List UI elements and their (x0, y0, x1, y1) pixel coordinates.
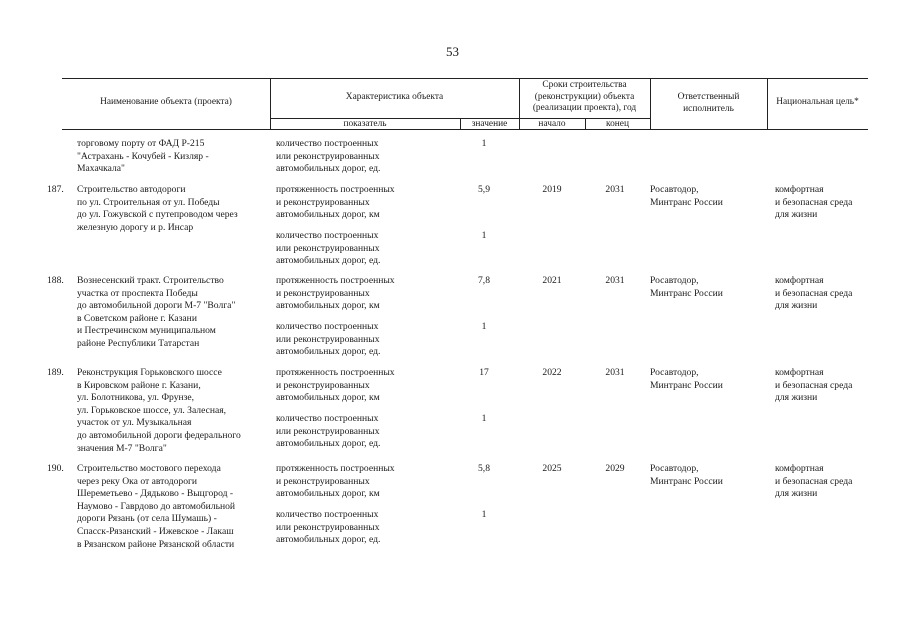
header-characteristic: Характеристика объекта (345, 92, 444, 102)
row-number: 187. (47, 184, 64, 195)
row-indicator-count: количество построенных или реконструированных автомобильных дорог, ед. (276, 509, 381, 546)
row-object-name: Строительство мостового перехода через реку Ока от автодороги Шереметьево - Дядьково - Выцгород - Наумово - Гаврдово до автомобильной дороги Рязань (от села Шумашь) - Спасск-Рязанский - Ижевское - Лакаш в Рязанском районе Рязанской области (77, 463, 236, 550)
table-top-border (62, 78, 868, 79)
header-terms (519, 80, 650, 115)
row-value-count: 1 (481, 413, 487, 424)
row-indicator-count: количество построенных или реконструированных автомобильных дорог, ед. (276, 230, 381, 267)
row-number: 188. (47, 275, 64, 286)
row-national-goal: комфортная и безопасная среда для жизни (775, 184, 853, 221)
row-value-length: 5,8 (478, 463, 490, 474)
row-national-goal: комфортная и безопасная среда для жизни (775, 275, 853, 312)
row-indicator-length: протяженность построенных и реконструированных автомобильных дорог, км (276, 275, 395, 312)
row-indicator-length: протяженность построенных и реконструированных автомобильных дорог, км (276, 184, 395, 221)
continuation-name: торговому порту от ФАД Р-215 "Астрахань - Кочубей - Кизляр - Махачкала" (77, 138, 209, 175)
row-object-name: Строительство автодороги по ул. Строительная от ул. Победы до ул. Гожувской с путепроводом через железную дорогу и р. Инсар (77, 184, 238, 233)
header-executor (650, 92, 767, 115)
row-start-year: 2019 (542, 184, 562, 195)
row-executor: Росавтодор, Минтранс России (650, 275, 723, 299)
row-national-goal: комфортная и безопасная среда для жизни (775, 463, 853, 500)
row-start-year: 2025 (542, 463, 562, 474)
header-terms-line: (реализации проекта), год (532, 103, 637, 113)
row-start-year: 2021 (542, 275, 562, 286)
row-end-year: 2029 (605, 463, 625, 474)
header-name: Наименование объекта (проекта) (100, 97, 232, 107)
page-number: 53 (446, 44, 459, 59)
row-end-year: 2031 (605, 367, 625, 378)
row-end-year: 2031 (605, 275, 625, 286)
row-value-count: 1 (481, 321, 487, 332)
row-end-year: 2031 (605, 184, 625, 195)
header-end: конец (606, 119, 629, 129)
row-indicator-length: протяженность построенных и реконструированных автомобильных дорог, км (276, 463, 395, 500)
header-terms-line: Сроки строительства (542, 80, 627, 90)
row-object-name: Реконструкция Горьковского шоссе в Кировском районе г. Казани, ул. Болотникова, ул. Фрунзе, ул. Горьковское шоссе, ул. Залесная, участок от ул. Музыкальная до автомобильной дороги федерального значения М-7 "Волга" (77, 367, 241, 454)
header-start: начало (538, 119, 566, 129)
header-indicator: показатель (343, 119, 387, 129)
continuation-value: 1 (481, 138, 487, 149)
row-executor: Росавтодор, Минтранс России (650, 184, 723, 208)
row-object-name: Вознесенский тракт. Строительство участка от проспекта Победы до автомобильной дороги М-7 "Волга" в Советском районе г. Казани и Пестречинском муниципальном районе Республики Татарстан (77, 275, 236, 349)
row-indicator-length: протяженность построенных и реконструированных автомобильных дорог, км (276, 367, 395, 404)
header-value: значение (471, 119, 508, 129)
row-number: 189. (47, 367, 64, 378)
row-value-length: 17 (479, 367, 489, 378)
header-executor-line: исполнитель (683, 103, 734, 114)
row-start-year: 2022 (542, 367, 562, 378)
row-executor: Росавтодор, Минтранс России (650, 367, 723, 391)
header-goal: Национальная цель* (776, 97, 859, 107)
row-number: 190. (47, 463, 64, 474)
row-executor: Росавтодор, Минтранс России (650, 463, 723, 487)
row-value-count: 1 (481, 509, 487, 520)
header-terms-line: (реконструкции) объекта (534, 91, 635, 102)
row-value-length: 7,8 (478, 275, 490, 286)
row-value-length: 5,9 (478, 184, 490, 195)
row-national-goal: комфортная и безопасная среда для жизни (775, 367, 853, 404)
row-value-count: 1 (481, 230, 487, 241)
header-executor-line: Ответственный (677, 92, 740, 102)
row-indicator-count: количество построенных или реконструированных автомобильных дорог, ед. (276, 321, 381, 358)
continuation-indicator: количество построенных или реконструированных автомобильных дорог, ед. (276, 138, 381, 175)
row-indicator-count: количество построенных или реконструированных автомобильных дорог, ед. (276, 413, 381, 450)
